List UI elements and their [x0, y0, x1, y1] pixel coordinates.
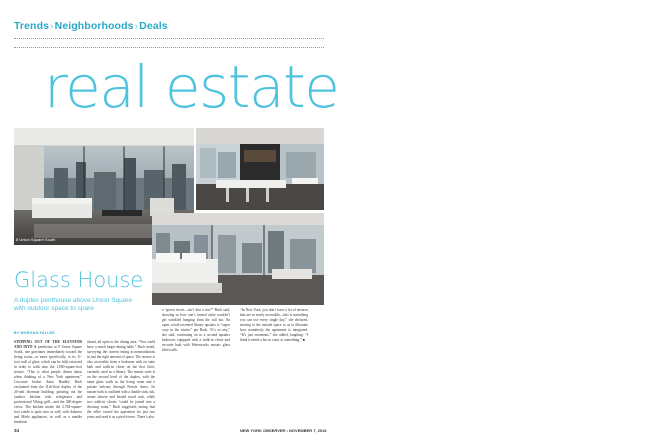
column-text: a “green closet—isn’t that a riot?” Bach said, showing us how one’s formal attire wouldn’t get wrinkled hanging from the rail bar. An open, wood-accented library upstairs is “super cozy in the winter,” per Bach. “It’s so airy,” she said, continuing on to a second upstairs bedroom, equipped with a walk-in closet and en-suite bath with Waterworks mosaic glass tiled walls. [162, 308, 230, 352]
column-text: penthouse at 8 Union Square South, one gravitates immediately toward the living room—or more specifically, to its 11-foot wall of glass, which can be fully retracted in order to walk onto the 1,000-square-foot terrace. “This is what people dream about when thinking of a New York apartment,” Corcoran broker Anita Bradley Bach exclaimed from the 11th-floor duplex of the 20-unit doorman building, pointing out the outdoor kitchen with refrigerator and professional Viking grill—and the 360-degree views. The kitchen inside the 2,784-square-foot condo is quite nice as well, with Subzero and Miele appliances, as well as a marble breakfast [14, 345, 82, 424]
photo-caption: 8 Union Square South [16, 237, 56, 242]
body-column-2 [87, 340, 155, 438]
column-text: “In New York, you don’t have a lot of terraces that are so easily accessible—this is something you can use every single day,” she declared, moving to the outside space so as to illustrate how seamlessly the apartment is integrated. “It’s just enormous,” she added, laughing. “I think it needs a bocce court or something.” ■ [240, 308, 308, 342]
top-divider-secondary [14, 47, 324, 48]
body-column-4 [240, 308, 308, 408]
publication-footer: NEW YORK OBSERVER • NOVEMBER 7, 2016 [240, 428, 327, 433]
nav-separator: › [50, 20, 54, 32]
section-nav [14, 20, 168, 32]
nav-separator: › [134, 20, 139, 32]
kitchen-photo [196, 128, 324, 210]
nav-item-deals[interactable]: Deals [139, 20, 168, 32]
section-masthead: real estate [44, 53, 339, 121]
lead-in: STEPPING OUT OF THE ELEVATOR AND INTO A [14, 340, 82, 349]
article-byline: BY MORGAN FALLEK [14, 331, 56, 335]
column-text: island, all open to the dining area. “You could have a much larger dining table,” Bach noted, surveying the current eating accommodations in just the right amount of space. The terrace is also accessible from a bedroom with en suite bath and walk-in closet on the first floor, currently used as a library. The master suite is on the second level of the duplex, with the same glass walls as the living room and a private balcony through French doors. Its master bath is outfitted with a double sink, tub, steam shower and heated towel rack, while two walk-in closets “could be joined into a dressing room,” Bach suggested, noting that the seller owned the apartment for just two years and used it as a pied-à-terre. There’s also [87, 340, 155, 419]
body-column-3 [162, 308, 230, 408]
article-deck: A duplex penthouse above Union Square with outdoor space to spare [14, 297, 133, 313]
page-number: 34 [14, 428, 20, 433]
nav-item-neighborhoods[interactable]: Neighborhoods [54, 20, 134, 32]
top-divider [14, 38, 324, 39]
body-column-1 [14, 340, 82, 438]
article-headline: Glass House [14, 268, 144, 292]
bedroom-photo [152, 213, 324, 305]
nav-item-trends[interactable]: Trends [14, 20, 50, 32]
